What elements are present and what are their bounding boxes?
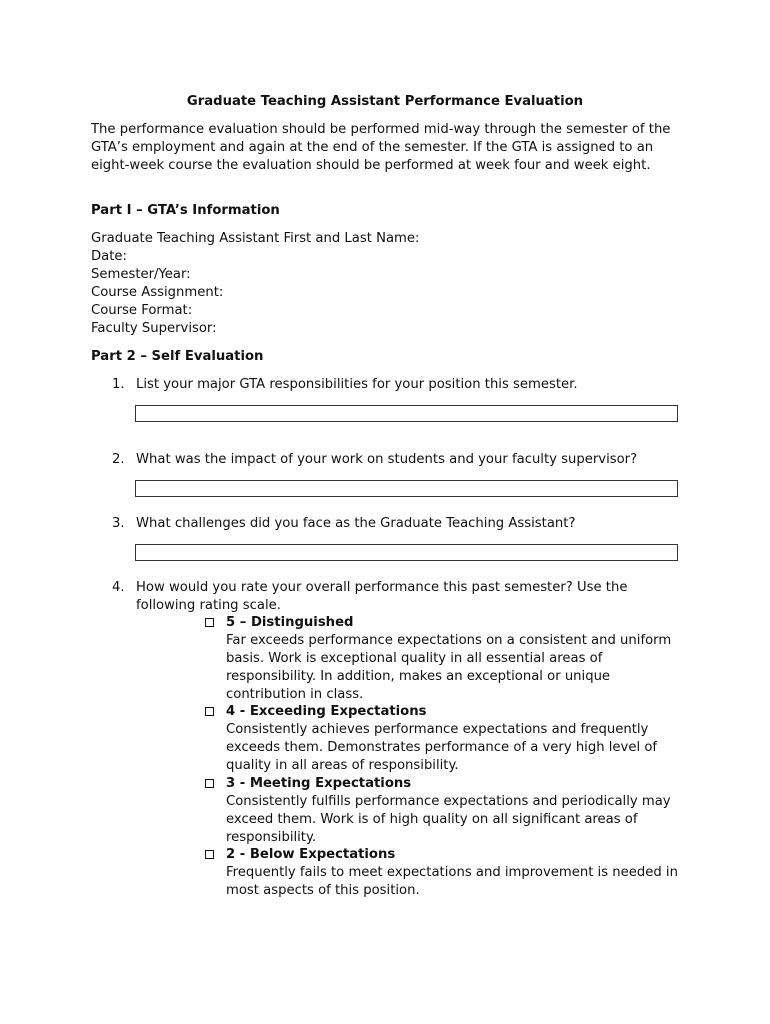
- question-number: 4.: [112, 580, 125, 595]
- rating-label: 3 - Meeting Expectations: [226, 776, 412, 791]
- question-3-answer-field[interactable]: [135, 544, 678, 561]
- question-number: 1.: [112, 377, 125, 392]
- question-number: 3.: [112, 516, 125, 531]
- field-name-label: Graduate Teaching Assistant First and Last Name:: [91, 231, 420, 246]
- question-2-answer-field[interactable]: [135, 480, 678, 497]
- intro-paragraph: The performance evaluation should be performed mid-way through the semester of the GTA’s employment and again at the end of the semester. If the GTA is assigned to an eight-week course the evaluation should be performed at week four and week eight.: [91, 122, 671, 173]
- checkbox-icon[interactable]: [205, 618, 214, 627]
- field-faculty-supervisor-label: Faculty Supervisor:: [91, 321, 217, 336]
- question-text: What was the impact of your work on students and your faculty supervisor?: [136, 452, 638, 467]
- rating-label: 2 - Below Expectations: [226, 847, 396, 862]
- rating-description: Frequently fails to meet expectations and improvement is needed in most aspects of this position.: [226, 865, 678, 898]
- rating-description: Consistently achieves performance expectations and frequently exceeds them. Demonstrates performance of a very high level of quality in all areas of responsibility.: [226, 722, 658, 773]
- field-semester-label: Semester/Year:: [91, 267, 191, 282]
- part2-heading: Part 2 – Self Evaluation: [91, 349, 264, 364]
- rating-description: Far exceeds performance expectations on a consistent and uniform basis. Work is exceptional quality in all essential areas of responsibility. In addition, makes an exceptional or unique contribution in class.: [226, 633, 672, 702]
- field-date-label: Date:: [91, 249, 127, 264]
- question-1-answer-field[interactable]: [135, 405, 678, 422]
- field-course-format-label: Course Format:: [91, 303, 193, 318]
- question-text: How would you rate your overall performance this past semester? Use the following rating scale.: [136, 580, 628, 613]
- field-course-assignment-label: Course Assignment:: [91, 285, 224, 300]
- checkbox-icon[interactable]: [205, 779, 214, 788]
- question-number: 2.: [112, 452, 125, 467]
- question-text: List your major GTA responsibilities for your position this semester.: [136, 377, 578, 392]
- rating-label: 5 – Distinguished: [226, 615, 354, 630]
- gta-info-fields: [91, 230, 419, 338]
- part1-heading: Part I – GTA’s Information: [91, 203, 280, 218]
- rating-label: 4 - Exceeding Expectations: [226, 704, 427, 719]
- question-text: What challenges did you face as the Graduate Teaching Assistant?: [136, 516, 576, 531]
- document-title: Graduate Teaching Assistant Performance Evaluation: [186, 94, 584, 109]
- checkbox-icon[interactable]: [205, 850, 214, 859]
- checkbox-icon[interactable]: [205, 707, 214, 716]
- rating-description: Consistently fulfills performance expectations and periodically may exceed them. Work is of high quality on all significant areas of responsibility.: [226, 794, 671, 845]
